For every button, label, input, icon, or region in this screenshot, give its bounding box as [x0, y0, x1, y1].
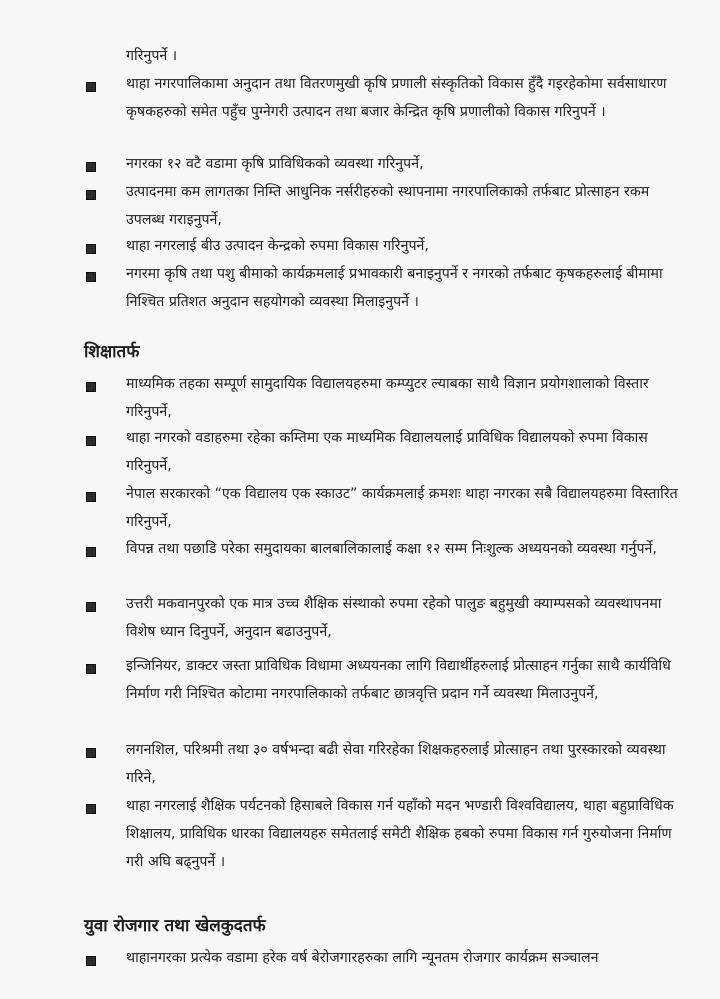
list-item-text: नेपाल सरकारको “एक विद्यालय एक स्काउट” कार्यक्रमलाई क्रमशः थाहा नगरका सबै विद्यालयहरुमा विस्तारित गरिनुपर्ने, — [126, 486, 678, 530]
list-item-text: उत्तरी मकवानपुरको एक मात्र उच्च शैक्षिक संस्थाको रुपमा रहेको पालुङ बहुमुखी क्याम्पसको व्यवस्थापनमा विशेष ध्यान दिनुपर्ने, अनुदान बढाउनुपर्ने, — [126, 596, 662, 640]
list-item-text: नगरमा कृषि तथा पशु बीमाको कार्यक्रमलाई प्रभावकारी बनाइनुपर्ने र नगरको तर्फबाट कृषकहरुलाई बीमामा निश्चित प्रतिशत अनुदान सहयोगको व्यवस्था मिलाइनुपर्ने । — [126, 266, 663, 310]
bullet-icon — [86, 162, 96, 172]
bullet-icon — [86, 547, 96, 557]
list-item-text: उत्पादनमा कम लागतका निम्ति आधुनिक नर्सरीहरुको स्थापनामा नगरपालिकाको तर्फबाट प्रोत्साहन रकम उपलब्ध गराइनुपर्ने, — [126, 184, 650, 228]
bullet-icon — [86, 82, 96, 92]
list-item-text: थाहा नगरलाई शैक्षिक पर्यटनको हिसाबले विकास गर्न यहाँको मदन भण्डारी विश्वविद्यालय, थाहा बहुप्राविधिक शिक्षालय, प्राविधिक धारका विद्यालयहरु समेतलाई समेटी शैक्षिक हबको रुपमा विकास गर्न गुरुयोजना निर्माण गरी अघि बढ्नुपर्ने । — [126, 798, 674, 870]
list-item-text: विपन्न तथा पछाडि परेका समुदायका बालबालिकालाई कक्षा १२ सम्म निःशुल्क अध्ययनको व्यवस्था गर्नुपर्ने, — [126, 541, 657, 557]
bullet-icon — [86, 804, 96, 814]
bullet-icon — [86, 382, 96, 392]
list-item-text: नगरका १२ वटै वडामा कृषि प्राविधिकको व्यवस्था गरिनुपर्ने, — [126, 156, 424, 172]
list-item-text: लगनशिल, परिश्रमी तथा ३० वर्षभन्दा बढी सेवा गरिरहेका शिक्षकहरुलाई प्रोत्साहन तथा पुरस्कारको व्यवस्था गरिने, — [126, 742, 666, 786]
bullet-icon — [86, 272, 96, 282]
list-item-text: थाहा नगरको वडाहरुमा रहेका कम्तिमा एक माध्यमिक विद्यालयलाई प्राविधिक विद्यालयको रुपमा विकास गरिनुपर्ने, — [126, 430, 648, 474]
bullet-icon — [86, 244, 96, 254]
bullet-icon — [86, 190, 96, 200]
list-item-text: थाहानगरका प्रत्येक वडामा हरेक वर्ष बेरोजगारहरुका लागि न्यूनतम रोजगार कार्यक्रम सञ्चालन — [126, 950, 599, 966]
bullet-icon — [86, 436, 96, 446]
list-item-text: माध्यमिक तहका सम्पूर्ण सामुदायिक विद्यालयहरुमा कम्प्युटर ल्याबका साथै विज्ञान प्रयोगशालाको विस्तार गरिनुपर्ने, — [126, 376, 649, 420]
bullet-icon — [86, 956, 96, 966]
section-heading-yuwa: युवा रोजगार तथा खेलकुदतर्फ — [84, 916, 266, 936]
bullet-icon — [86, 748, 96, 758]
bullet-icon — [86, 492, 96, 502]
bullet-icon — [86, 602, 96, 612]
section-heading-shiksha: शिक्षातर्फ — [84, 342, 140, 362]
list-item-text: थाहा नगरपालिकामा अनुदान तथा वितरणमुखी कृषि प्रणाली संस्कृतिको विकास हुँदै गइरहेकोमा सर्वसाधारण कृषकहरुको समेत पहुँच पुग्नेगरी उत्पादन तथा बजार केन्द्रित कृषि प्रणालीको विकास गरिनुपर्ने । — [126, 76, 667, 120]
list-item-text: थाहा नगरलाई बीउ उत्पादन केन्द्रको रुपमा विकास गरिनुपर्ने, — [126, 238, 429, 254]
continuation-text: गरिनुपर्ने । — [126, 48, 178, 64]
bullet-icon — [86, 664, 96, 674]
list-item-text: इन्जिनियर, डाक्टर जस्ता प्राविधिक विधामा अध्ययनका लागि विद्यार्थीहरुलाई प्रोत्साहन गर्नुका साथै कार्यविधि निर्माण गरी निश्चित कोटामा नगरपालिकाको तर्फबाट छात्रवृत्ति प्रदान गर्ने व्यवस्था मिलाउनुपर्ने, — [126, 658, 671, 702]
